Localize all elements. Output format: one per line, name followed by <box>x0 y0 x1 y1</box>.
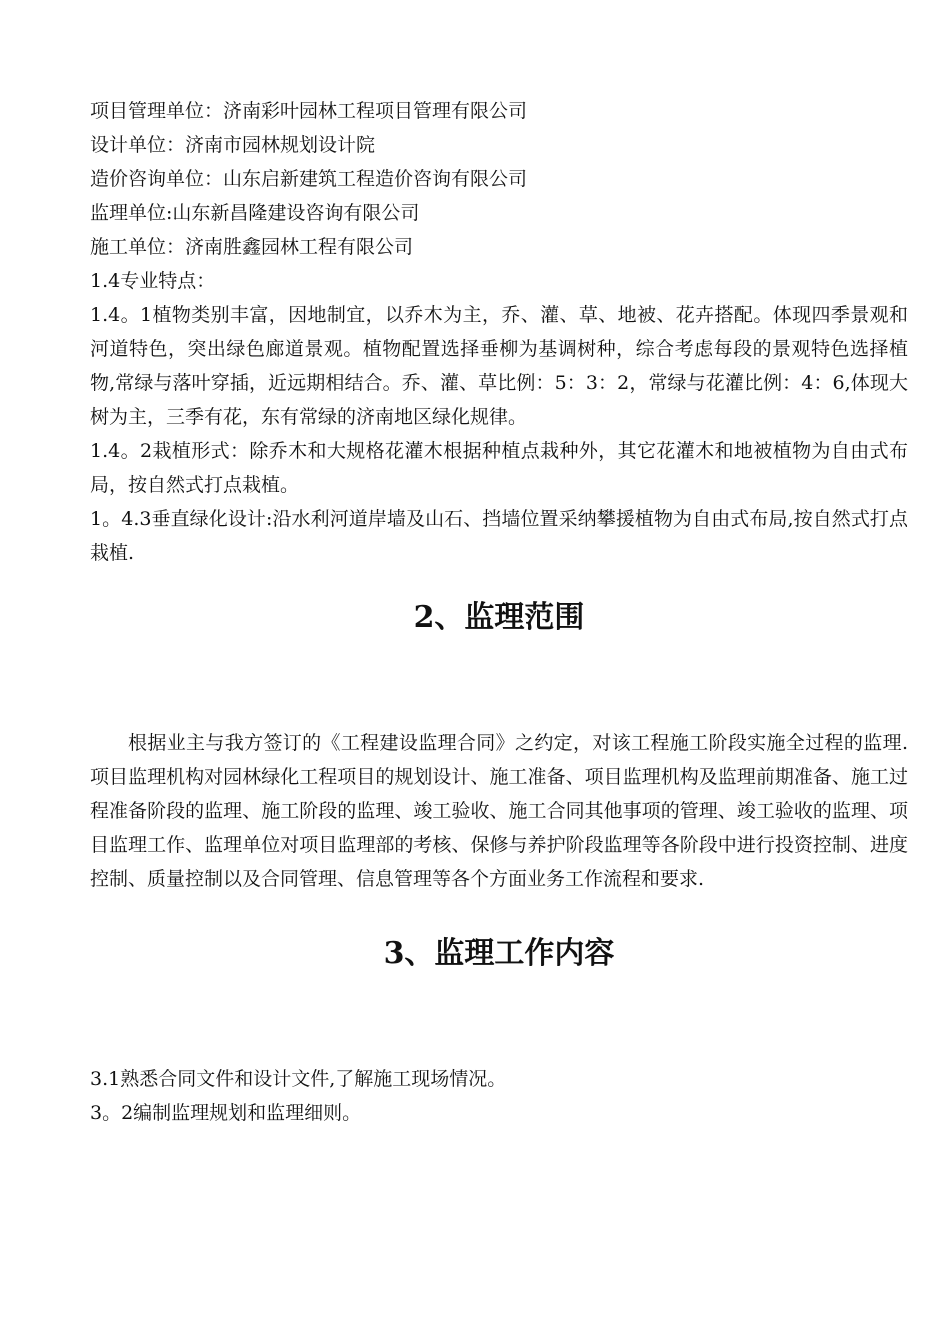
item-1-4-2: 1.4。2栽植形式：除乔木和大规格花灌木根据种植点栽种外，其它花灌木和地被植物为自由式布局，按自然式打点栽植。 <box>90 440 908 496</box>
org-line-construction: 施工单位：济南胜鑫园林工程有限公司 <box>90 236 414 258</box>
org-line-management: 项目管理单位：济南彩叶园林工程项目管理有限公司 <box>90 100 528 122</box>
item-1-4-1: 1.4。1植物类别丰富，因地制宜，以乔木为主，乔、灌、草、地被、花卉搭配。体现四季景观和河道特色，突出绿色廊道景观。植物配置选择垂柳为基调树种，综合考虑每段的景观特色选择植物,常绿与落叶穿插，近远期相结合。乔、灌、草比例：5：3：2，常绿与花灌比例：4：6,体现大树为主，三季有花，东有常绿的济南地区绿化规律。 <box>90 304 908 428</box>
section-heading-2: 2、监理范围 <box>413 600 585 635</box>
item-3-1: 3.1熟悉合同文件和设计文件,了解施工现场情况。 <box>90 1068 507 1090</box>
item-3-2: 3。2编制监理规划和监理细则。 <box>90 1102 362 1124</box>
document-page <box>90 94 908 1130</box>
subsection-heading-1-4: 1.4专业特点： <box>90 270 216 292</box>
org-line-design: 设计单位：济南市园林规划设计院 <box>90 134 376 156</box>
item-1-4-3: 1。4.3垂直绿化设计:沿水利河道岸墙及山石、挡墙位置采纳攀援植物为自由式布局,按自然式打点栽植. <box>90 508 908 564</box>
section-2-body: 根据业主与我方签订的《工程建设监理合同》之约定，对该工程施工阶段实施全过程的监理.项目监理机构对园林绿化工程项目的规划设计、施工准备、项目监理机构及监理前期准备、施工过程准备阶段的监理、施工阶段的监理、竣工验收、施工合同其他事项的管理、竣工验收的监理、项目监理工作、监理单位对项目监理部的考核、保修与养护阶段监理等各阶段中进行投资控制、进度控制、质量控制以及合同管理、信息管理等各个方面业务工作流程和要求. <box>90 732 908 890</box>
org-line-supervision: 监理单位:山东新昌隆建设咨询有限公司 <box>90 202 420 224</box>
org-list <box>90 94 908 264</box>
section-heading-3: 3、监理工作内容 <box>383 936 615 971</box>
org-line-cost-consulting: 造价咨询单位：山东启新建筑工程造价咨询有限公司 <box>90 168 528 190</box>
